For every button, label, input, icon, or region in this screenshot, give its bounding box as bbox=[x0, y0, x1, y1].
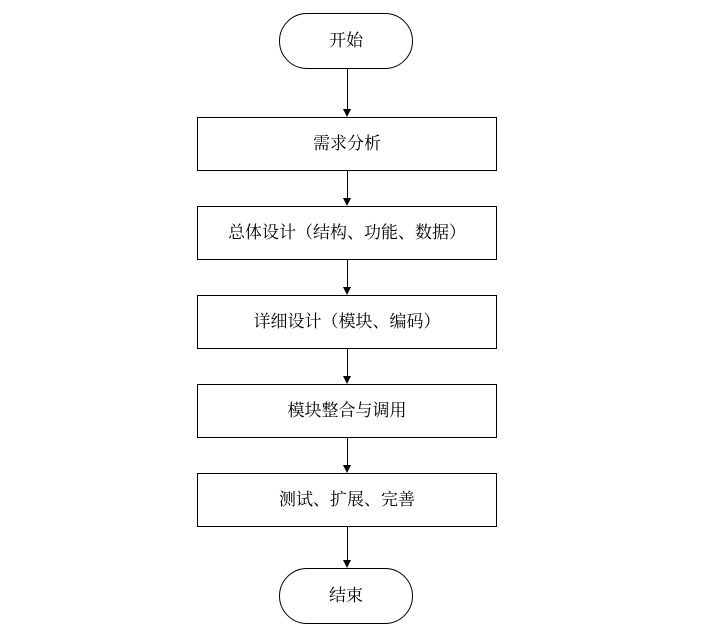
arrowhead-down-icon bbox=[343, 198, 351, 206]
flowchart-node-step3 bbox=[197, 295, 497, 349]
connector-line bbox=[347, 260, 348, 288]
node-label: 详细设计（模块、编码） bbox=[253, 311, 441, 331]
connector-arrow bbox=[347, 527, 348, 568]
node-label: 结束 bbox=[329, 585, 363, 605]
connector-line bbox=[347, 438, 348, 466]
arrowhead-down-icon bbox=[343, 109, 351, 117]
flowchart-node-step5 bbox=[197, 473, 497, 527]
node-label: 开始 bbox=[329, 30, 363, 50]
arrowhead-down-icon bbox=[343, 560, 351, 568]
flowchart-node-step2 bbox=[197, 206, 497, 260]
connector-arrow bbox=[347, 260, 348, 295]
connector-line bbox=[347, 349, 348, 377]
flowchart-node-end bbox=[279, 568, 413, 624]
arrowhead-down-icon bbox=[343, 465, 351, 473]
connector-arrow bbox=[347, 171, 348, 206]
node-label: 测试、扩展、完善 bbox=[279, 489, 415, 509]
node-label: 模块整合与调用 bbox=[287, 400, 407, 420]
connector-line bbox=[347, 69, 348, 110]
connector-line bbox=[347, 527, 348, 561]
arrowhead-down-icon bbox=[343, 376, 351, 384]
connector-arrow bbox=[347, 69, 348, 117]
arrowhead-down-icon bbox=[343, 287, 351, 295]
connector-arrow bbox=[347, 438, 348, 473]
connector-line bbox=[347, 171, 348, 199]
flowchart-node-step4 bbox=[197, 384, 497, 438]
node-label: 需求分析 bbox=[313, 133, 381, 153]
connector-arrow bbox=[347, 349, 348, 384]
node-label: 总体设计（结构、功能、数据） bbox=[228, 222, 466, 242]
flowchart-node-start bbox=[279, 13, 413, 69]
flowchart-node-step1 bbox=[197, 117, 497, 171]
